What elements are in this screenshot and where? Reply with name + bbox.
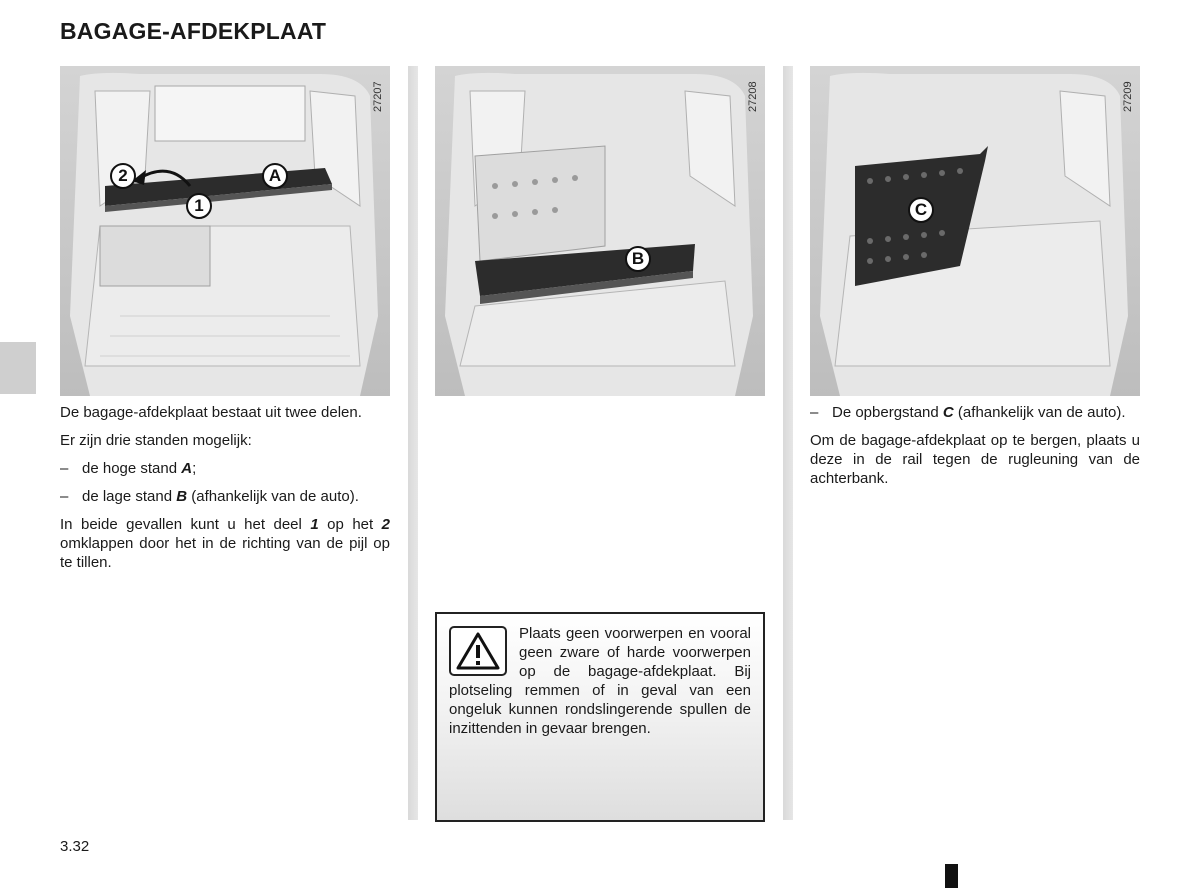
intro-paragraph: De bagage-afdekplaat bestaat uit twee delen. bbox=[60, 404, 362, 421]
callout-2: 2 bbox=[110, 163, 136, 189]
callout-1: 1 bbox=[186, 193, 212, 219]
figure-cover-storage-position bbox=[810, 66, 1140, 396]
callout-b: B bbox=[625, 246, 651, 272]
figure-number: 27208 bbox=[747, 81, 759, 112]
figure-number: 27209 bbox=[1122, 81, 1134, 112]
page-number: 3.32 bbox=[60, 838, 90, 855]
chapter-tab bbox=[0, 342, 36, 394]
storage-instruction: Om de bagage-afdekplaat op te bergen, plaats u deze in de rail tegen de rugleuning van de achterbank. bbox=[810, 432, 1140, 487]
warning-text: Plaats geen voorwerpen en vooral geen zware of harde voorwerpen op de bagage-afdekplaat. Bij plotseling remmen of in geval van een ongeluk kunnen rondslingerende spullen de inzittenden in gevaar brengen. bbox=[449, 625, 751, 737]
warning-triangle-icon bbox=[449, 626, 507, 676]
column-separator bbox=[783, 66, 793, 820]
list-item-high: – de hoge stand A; bbox=[60, 460, 197, 477]
figure-cover-high-position bbox=[60, 66, 390, 396]
warning-box bbox=[435, 612, 765, 822]
column1-text bbox=[60, 403, 390, 581]
callout-a: A bbox=[262, 163, 288, 189]
positions-intro: Er zijn drie standen mogelijk: bbox=[60, 432, 252, 449]
figure-number: 27207 bbox=[372, 81, 384, 112]
column3-text bbox=[810, 403, 1140, 497]
figure-cover-low-position bbox=[435, 66, 765, 396]
list-item-low: – de lage stand B (afhankelijk van de auto). bbox=[60, 488, 359, 505]
fold-paragraph: In beide gevallen kunt u het deel 1 op het 2 omklappen door het in de richting van de pijl op te tillen. bbox=[60, 516, 390, 571]
column-separator bbox=[408, 66, 418, 820]
callout-c: C bbox=[908, 197, 934, 223]
list-item-storage: – De opbergstand C (afhankelijk van de auto). bbox=[810, 404, 1126, 421]
page-edge-marker bbox=[945, 864, 958, 888]
page-title: BAGAGE-AFDEKPLAAT bbox=[60, 18, 327, 44]
